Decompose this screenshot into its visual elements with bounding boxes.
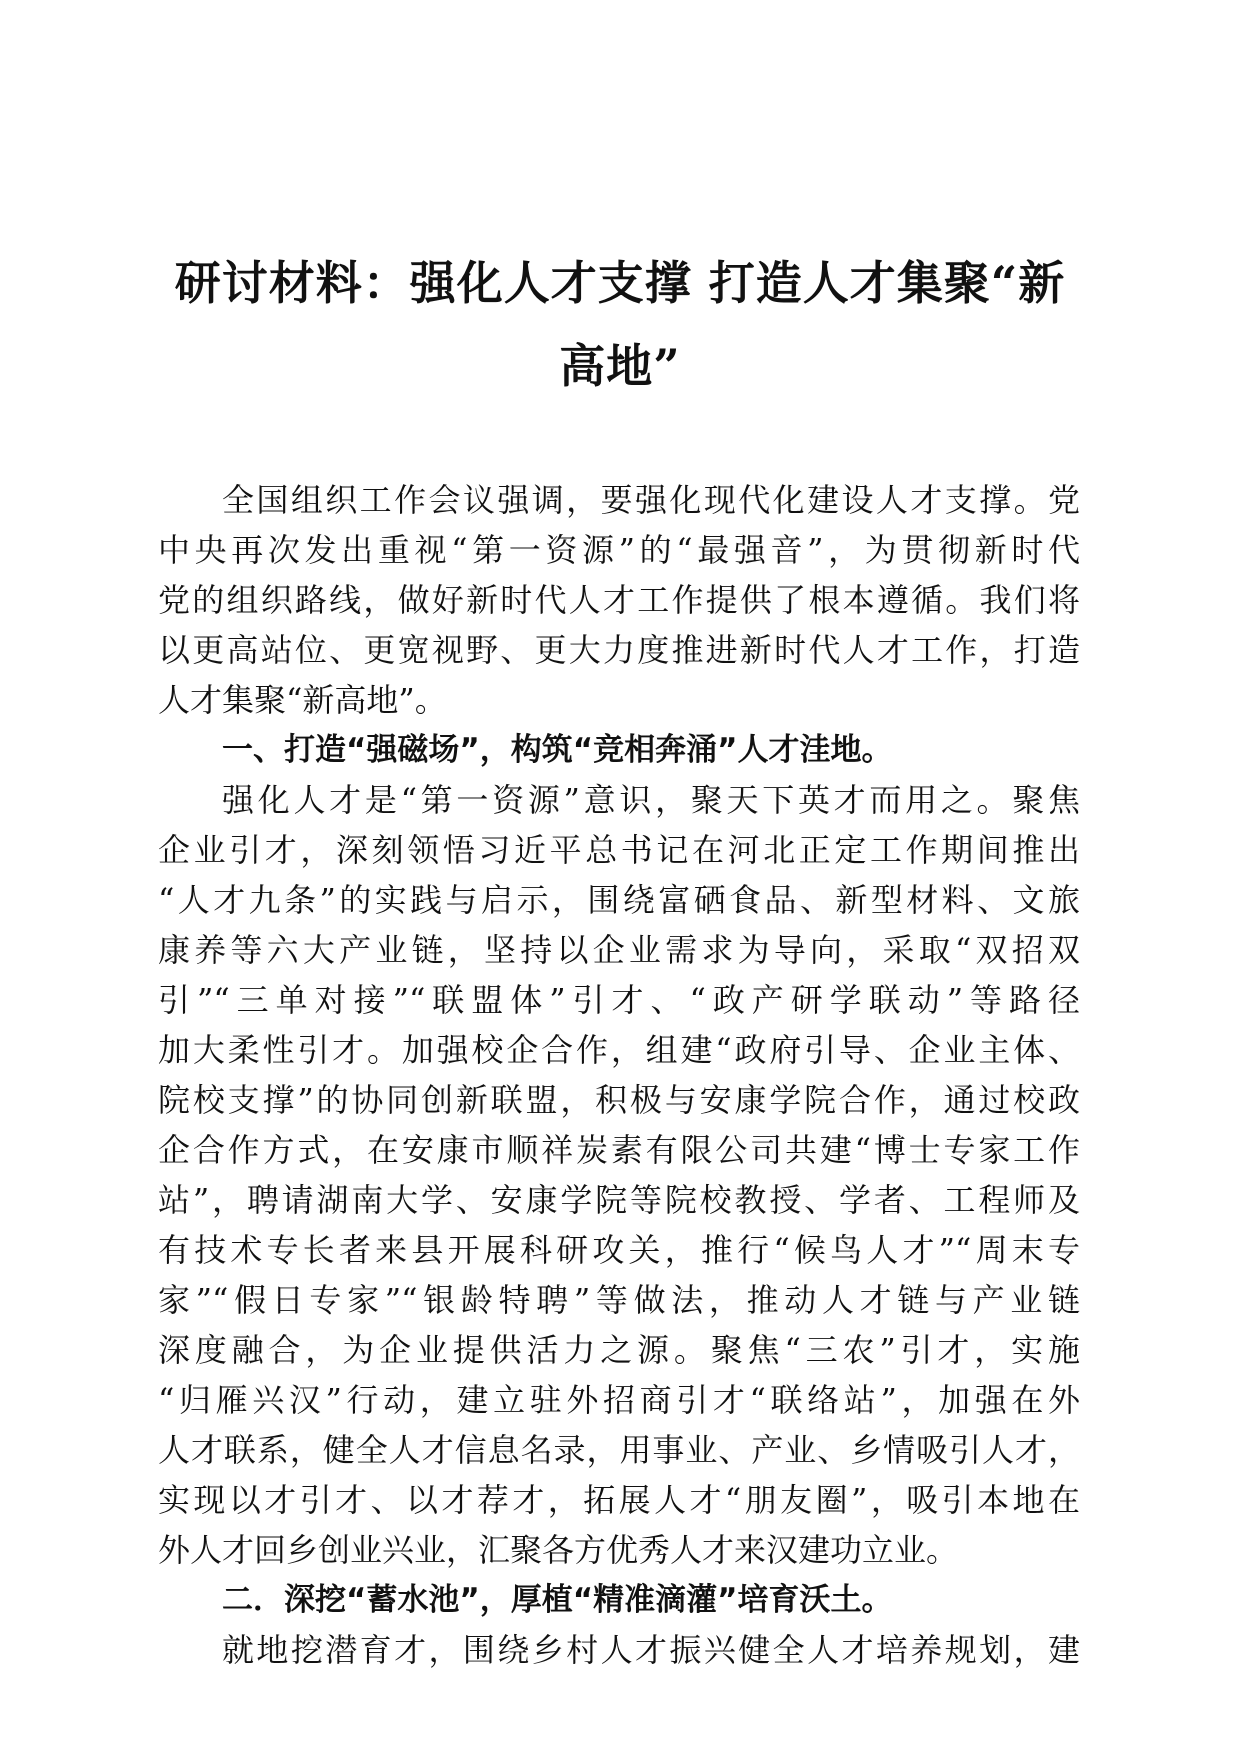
text-line: 家”“假日专家”“银龄特聘”等做法，推动人才链与产业链: [158, 1281, 1080, 1319]
text-line: 就地挖潜育才，围绕乡村人才振兴健全人才培养规划，建: [222, 1631, 1080, 1669]
text-line: 党的组织路线，做好新时代人才工作提供了根本遵循。我们将: [158, 581, 1080, 619]
paragraph-section-1: [158, 775, 1080, 1575]
text-line: “人才九条”的实践与启示，围绕富硒食品、新型材料、文旅: [158, 881, 1080, 919]
text-line: “归雁兴汉”行动，建立驻外招商引才“联络站”，加强在外: [158, 1381, 1080, 1419]
text-line: 站”，聘请湖南大学、安康学院等院校教授、学者、工程师及: [158, 1181, 1080, 1219]
text-line: 康养等六大产业链，坚持以企业需求为导向，采取“双招双: [158, 931, 1080, 969]
text-line: 深度融合，为企业提供活力之源。聚焦“三农”引才，实施: [158, 1331, 1080, 1369]
title-line-2: 高地”: [559, 339, 681, 393]
text-line: 外人才回乡创业兴业，汇聚各方优秀人才来汉建功立业。: [158, 1531, 959, 1569]
text-line: 企业引才，深刻领悟习近平总书记在河北正定工作期间推出: [158, 831, 1080, 869]
text-line: 企合作方式，在安康市顺祥炭素有限公司共建“博士专家工作: [158, 1131, 1080, 1169]
document-body: [158, 475, 1080, 1675]
title-line-1: 研讨材料：强化人才支撑 打造人才集聚“新: [174, 256, 1066, 310]
paragraph-section-2: [158, 1625, 1080, 1675]
text-line: 全国组织工作会议强调，要强化现代化建设人才支撑。党: [222, 481, 1080, 519]
document-title: [150, 255, 1090, 394]
text-line: 院校支撑”的协同创新联盟，积极与安康学院合作，通过校政: [158, 1081, 1080, 1119]
text-line: 中央再次发出重视“第一资源”的“最强音”，为贯彻新时代: [158, 531, 1080, 569]
text-line: 人才集聚“新高地”。: [158, 681, 447, 719]
paragraph-intro: [158, 475, 1080, 725]
section-heading-1: 一、打造“强磁场”，构筑“竞相奔涌”人才洼地。: [222, 732, 893, 768]
text-line: 加大柔性引才。加强校企合作，组建“政府引导、企业主体、: [158, 1031, 1080, 1069]
text-line: 强化人才是“第一资源”意识，聚天下英才而用之。聚焦: [222, 781, 1080, 819]
text-line: 人才联系，健全人才信息名录，用事业、产业、乡情吸引人才，: [158, 1431, 1080, 1469]
text-line: 有技术专长者来县开展科研攻关，推行“候鸟人才”“周末专: [158, 1231, 1080, 1269]
text-line: 以更高站位、更宽视野、更大力度推进新时代人才工作，打造: [158, 631, 1080, 669]
section-heading-2: 二．深挖“蓄水池”，厚植“精准滴灌”培育沃土。: [222, 1582, 893, 1618]
text-line: 实现以才引才、以才荐才，拓展人才“朋友圈”，吸引本地在: [158, 1481, 1080, 1519]
text-line: 引”“三单对接”“联盟体”引才、“政产研学联动”等路径: [158, 981, 1080, 1019]
